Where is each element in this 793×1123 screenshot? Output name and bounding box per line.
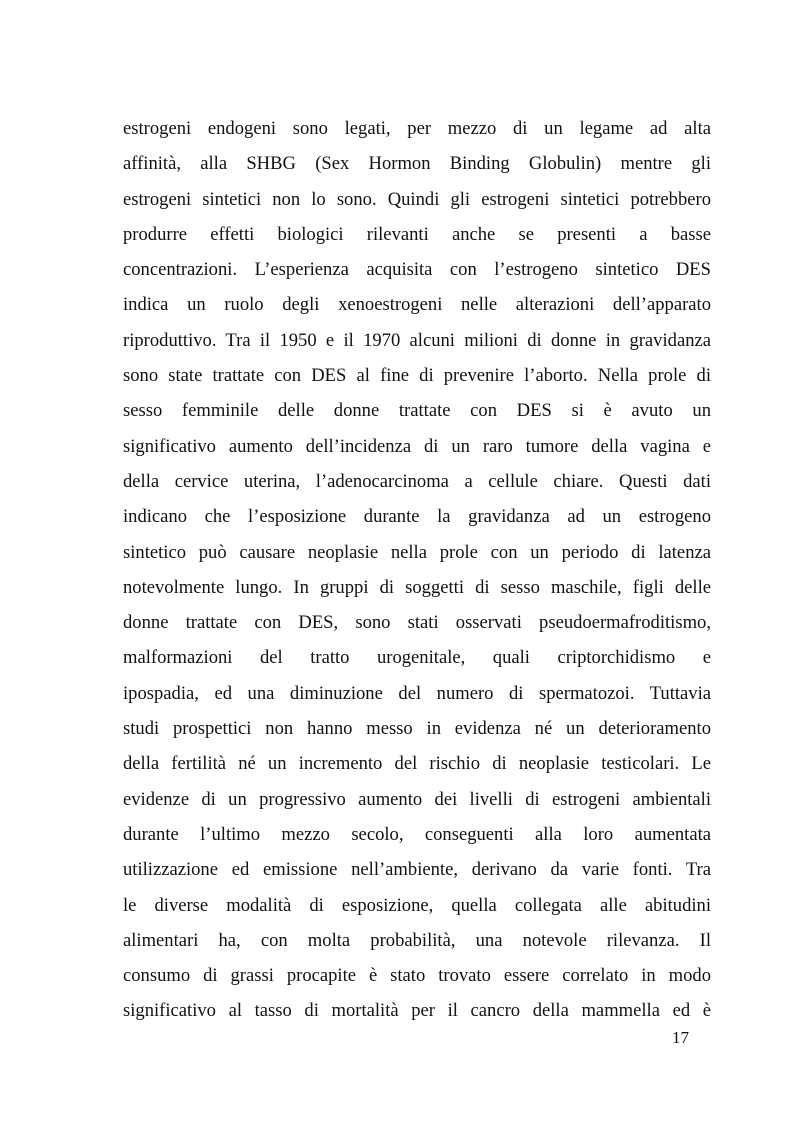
text-line: riproduttivo. Tra il 1950 e il 1970 alcuni milioni di donne in gravidanza xyxy=(123,329,711,351)
text-line: ipospadia, ed una diminuzione del numero di spermatozoi. Tuttavia xyxy=(123,682,711,704)
text-line: donne trattate con DES, sono stati osservati pseudoermafroditismo, xyxy=(123,612,711,634)
text-line: produrre effetti biologici rilevanti anche se presenti a basse xyxy=(123,223,711,245)
text-line: malformazioni del tratto urogenitale, quali criptorchidismo e xyxy=(123,647,711,669)
text-line: durante l’ultimo mezzo secolo, conseguenti alla loro aumentata xyxy=(123,823,711,845)
text-line: consumo di grassi procapite è stato trovato essere correlato in modo xyxy=(123,965,711,987)
text-line: estrogeni endogeni sono legati, per mezzo di un legame ad alta xyxy=(123,118,711,139)
text-line: sintetico può causare neoplasie nella prole con un periodo di latenza xyxy=(123,541,711,563)
text-line: utilizzazione ed emissione nell’ambiente, derivano da varie fonti. Tra xyxy=(123,859,711,881)
text-line: sono state trattate con DES al fine di prevenire l’aborto. Nella prole di xyxy=(123,365,711,387)
body-paragraph xyxy=(123,111,711,1029)
text-line: notevolmente lungo. In gruppi di soggetti di sesso maschile, figli delle xyxy=(123,576,711,598)
text-line: studi prospettici non hanno messo in evidenza né un deterioramento xyxy=(123,718,711,740)
text-line: le diverse modalità di esposizione, quella collegata alle abitudini xyxy=(123,894,711,916)
text-line: sesso femminile delle donne trattate con DES si è avuto un xyxy=(123,400,711,422)
text-line: della cervice uterina, l’adenocarcinoma a cellule chiare. Questi dati xyxy=(123,470,711,492)
text-line: significativo aumento dell’incidenza di un raro tumore della vagina e xyxy=(123,435,711,457)
text-line: concentrazioni. L’esperienza acquisita con l’estrogeno sintetico DES xyxy=(123,259,711,281)
text-line: evidenze di un progressivo aumento dei livelli di estrogeni ambientali xyxy=(123,788,711,810)
text-line: estrogeni sintetici non lo sono. Quindi gli estrogeni sintetici potrebbero xyxy=(123,188,711,210)
text-line: indica un ruolo degli xenoestrogeni nelle alterazioni dell’apparato xyxy=(123,294,711,316)
text-line: della fertilità né un incremento del rischio di neoplasie testicolari. Le xyxy=(123,753,711,775)
text-line: significativo al tasso di mortalità per il cancro della mammella ed è xyxy=(123,1000,711,1022)
page-number: 17 xyxy=(672,1028,689,1047)
text-line: affinità, alla SHBG (Sex Hormon Binding Globulin) mentre gli xyxy=(123,153,711,175)
text-line: alimentari ha, con molta probabilità, una notevole rilevanza. Il xyxy=(123,929,711,951)
text-line: indicano che l’esposizione durante la gravidanza ad un estrogeno xyxy=(123,506,711,528)
